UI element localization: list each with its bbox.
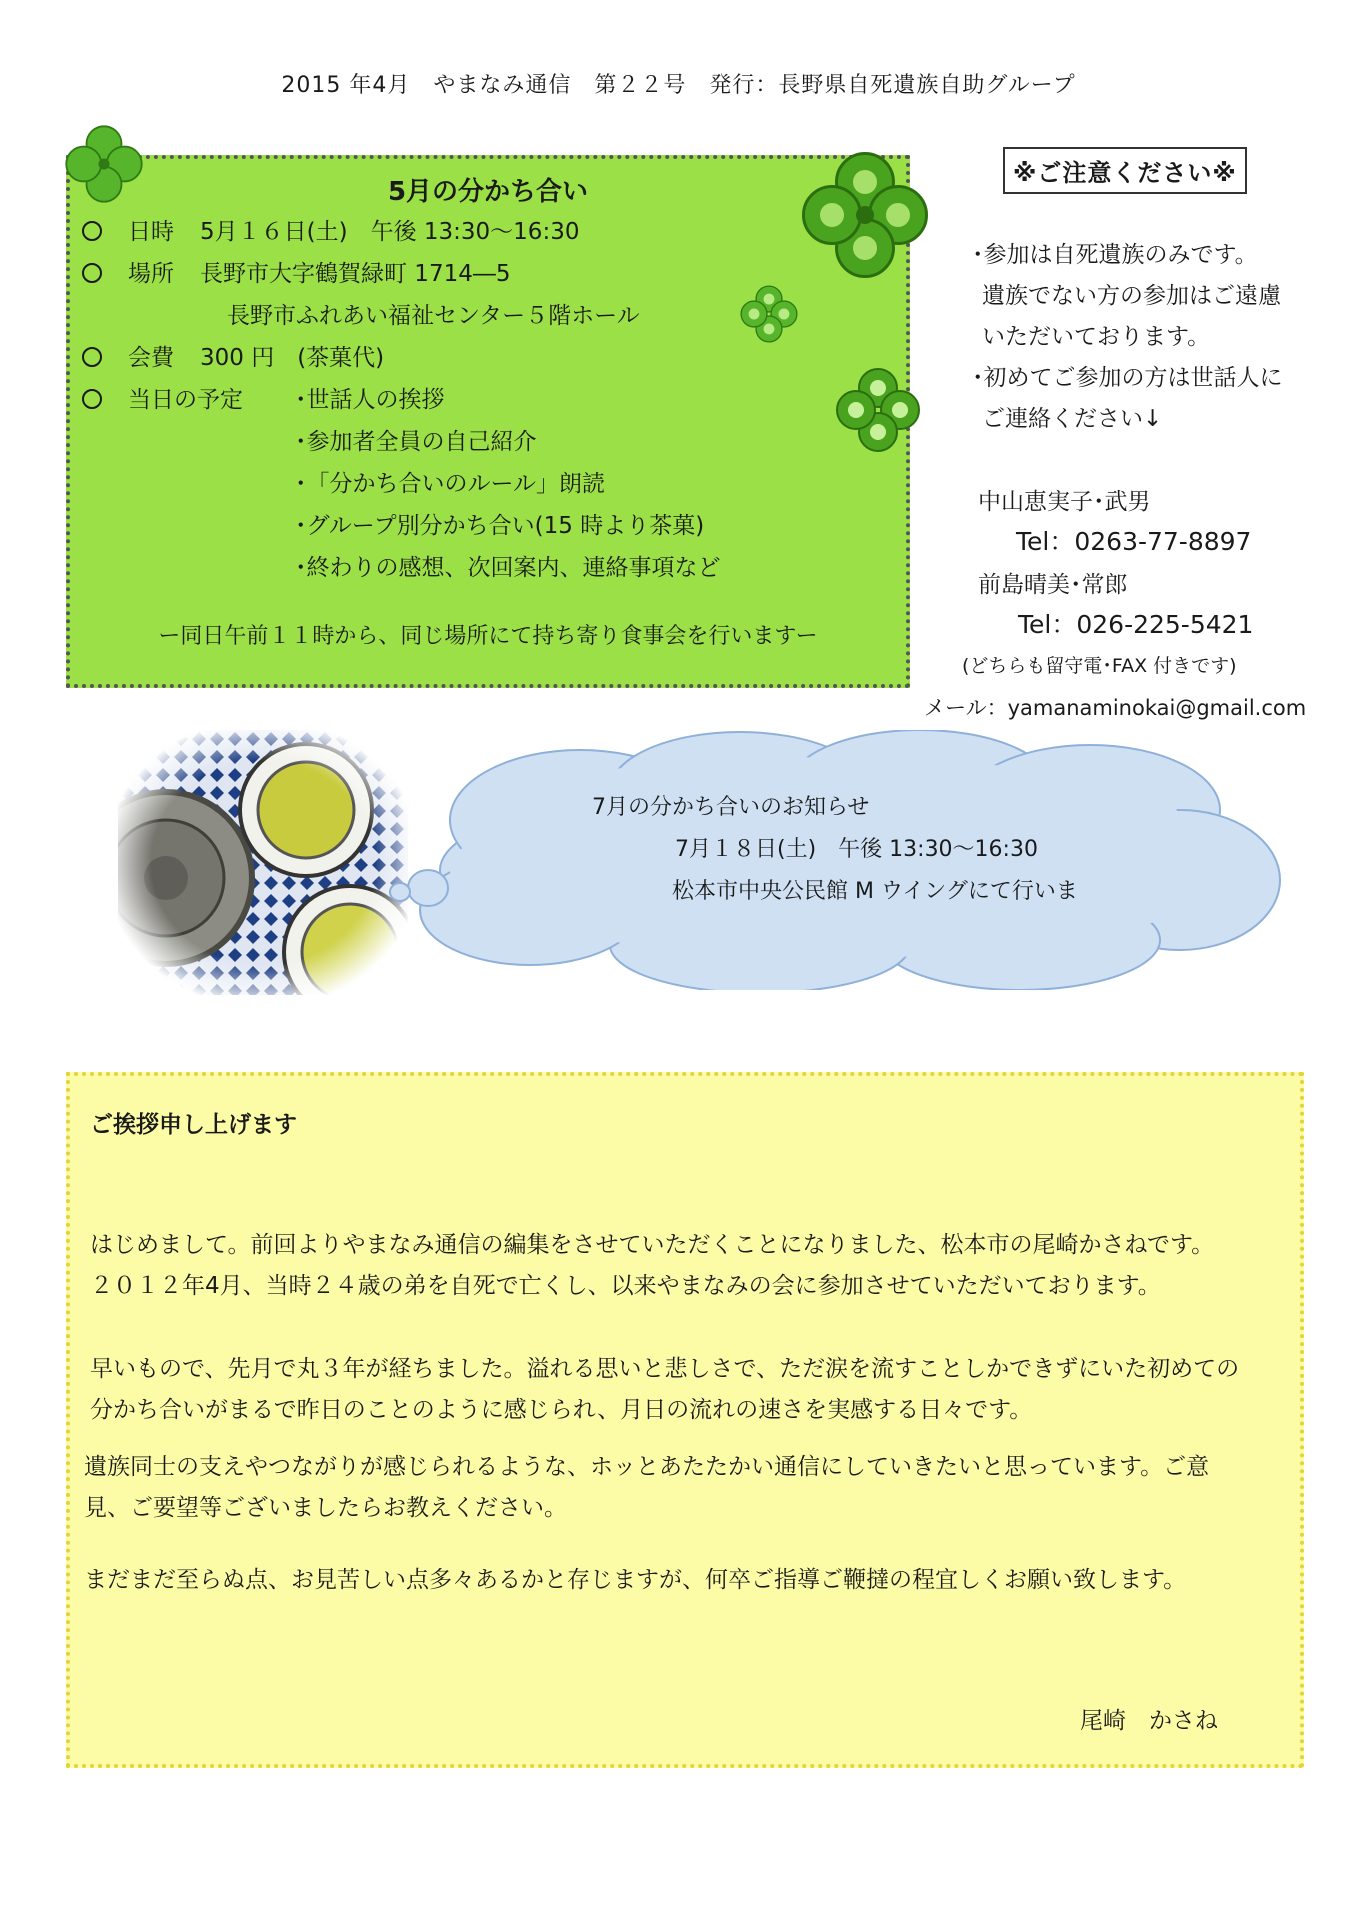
schedule-item: ･世話人の挨拶 — [295, 387, 445, 413]
contact1-tel: Tel：0263-77-8897 — [1016, 527, 1252, 556]
greeting-paragraph: ２０１２年4月、当時２４歳の弟を自死で亡くし、以来やまなみの会に参加させていただいております。 — [90, 1273, 1161, 1299]
email-address: メール：yamanaminokai@gmail.com — [924, 696, 1307, 720]
clover-icon — [790, 140, 940, 290]
greeting-title: ご挨拶申し上げます — [90, 1112, 297, 1138]
circle-bullet-icon — [82, 347, 102, 367]
teacups-photo — [118, 730, 408, 995]
caution-title: ※ご注意ください※ — [1003, 147, 1247, 194]
event-title: 5月の分かち合い — [387, 177, 589, 207]
greeting-paragraph: はじめまして。前回よりやまなみ通信の編集をさせていただくことになりました、松本市の尾崎かさねです。 — [90, 1232, 1215, 1258]
event-fee-row — [82, 339, 384, 372]
event-date-label: 日時 — [128, 219, 174, 245]
notice-line: いただいております。 — [982, 324, 1211, 350]
july-place: 松本市中央公民館 M ウイングにて行いま — [672, 879, 1078, 904]
notice-line: ご連絡ください↓ — [982, 406, 1163, 432]
event-schedule-label: 当日の予定 — [128, 387, 243, 413]
potluck-note: ー同日午前１１時から、同じ場所にて持ち寄り食事会を行いますー — [158, 624, 818, 649]
notice-line: ･参加は自死遺族のみです。 — [972, 242, 1258, 268]
greeting-paragraph: 早いもので、先月で丸３年が経ちました。溢れる思いと悲しさで、ただ涙を流すことしかできずにいた初めての — [90, 1356, 1240, 1382]
clover-icon — [58, 118, 150, 210]
event-place-value: 長野市大字鶴賀緑町 1714―5 — [200, 261, 511, 287]
greeting-paragraph: 遺族同士の支えやつながりが感じられるような、ホッとあたたかい通信にしていきたいと思っています。ご意 — [84, 1454, 1210, 1480]
schedule-item: ･参加者全員の自己紹介 — [295, 429, 537, 455]
event-place-value2: 長野市ふれあい福祉センター５階ホール — [227, 303, 640, 329]
greeting-box — [66, 1072, 1304, 1768]
circle-bullet-icon — [82, 389, 102, 409]
event-schedule-row — [82, 381, 243, 414]
newsletter-header: 2015 年4月 やまなみ通信 第２２号 発行：長野県自死遺族自助グループ — [281, 73, 1076, 98]
clover-icon — [828, 360, 928, 460]
greeting-paragraph: 見、ご要望等ございましたらお教えください。 — [84, 1495, 567, 1521]
schedule-item: ･グループ別分かち合い(15 時より茶菓) — [295, 513, 705, 539]
event-fee-value: 300 円 (茶菓代) — [200, 345, 385, 371]
event-fee-label: 会費 — [128, 345, 174, 371]
notice-line: ･初めてご参加の方は世話人に — [972, 365, 1283, 391]
contact2-tel: Tel：026-225-5421 — [1018, 610, 1254, 639]
event-date-value: 5月１６日(土) 午後 13:30～16:30 — [200, 219, 580, 245]
schedule-item: ･終わりの感想、次回案内、連絡事項など — [295, 555, 721, 581]
contact1-name: 中山恵実子･武男 — [978, 489, 1151, 515]
event-date-row — [82, 213, 579, 246]
july-date: 7月１８日(土) 午後 13:30～16:30 — [675, 837, 1038, 862]
greeting-paragraph: まだまだ至らぬ点、お見苦しい点多々あるかと存じますが、何卒ご指導ご鞭撻の程宜しくお願い致します。 — [84, 1567, 1187, 1593]
event-place-row — [82, 255, 510, 288]
answering-note: (どちらも留守電･FAX 付きです) — [962, 655, 1237, 677]
circle-bullet-icon — [82, 263, 102, 283]
contact2-name: 前島晴美･常郎 — [978, 572, 1128, 598]
event-place-label: 場所 — [128, 261, 174, 287]
greeting-signature: 尾崎 かさね — [1080, 1708, 1218, 1734]
july-title: 7月の分かち合いのお知らせ — [592, 795, 870, 820]
greeting-paragraph: 分かち合いがまるで昨日のことのように感じられ、月日の流れの速さを実感する日々です。 — [90, 1397, 1033, 1423]
clover-icon — [735, 280, 803, 348]
schedule-item: ･「分かち合いのルール」朗読 — [295, 471, 606, 497]
may-event-box — [66, 155, 910, 688]
circle-bullet-icon — [82, 221, 102, 241]
notice-line: 遺族でない方の参加はご遠慮 — [982, 283, 1281, 309]
